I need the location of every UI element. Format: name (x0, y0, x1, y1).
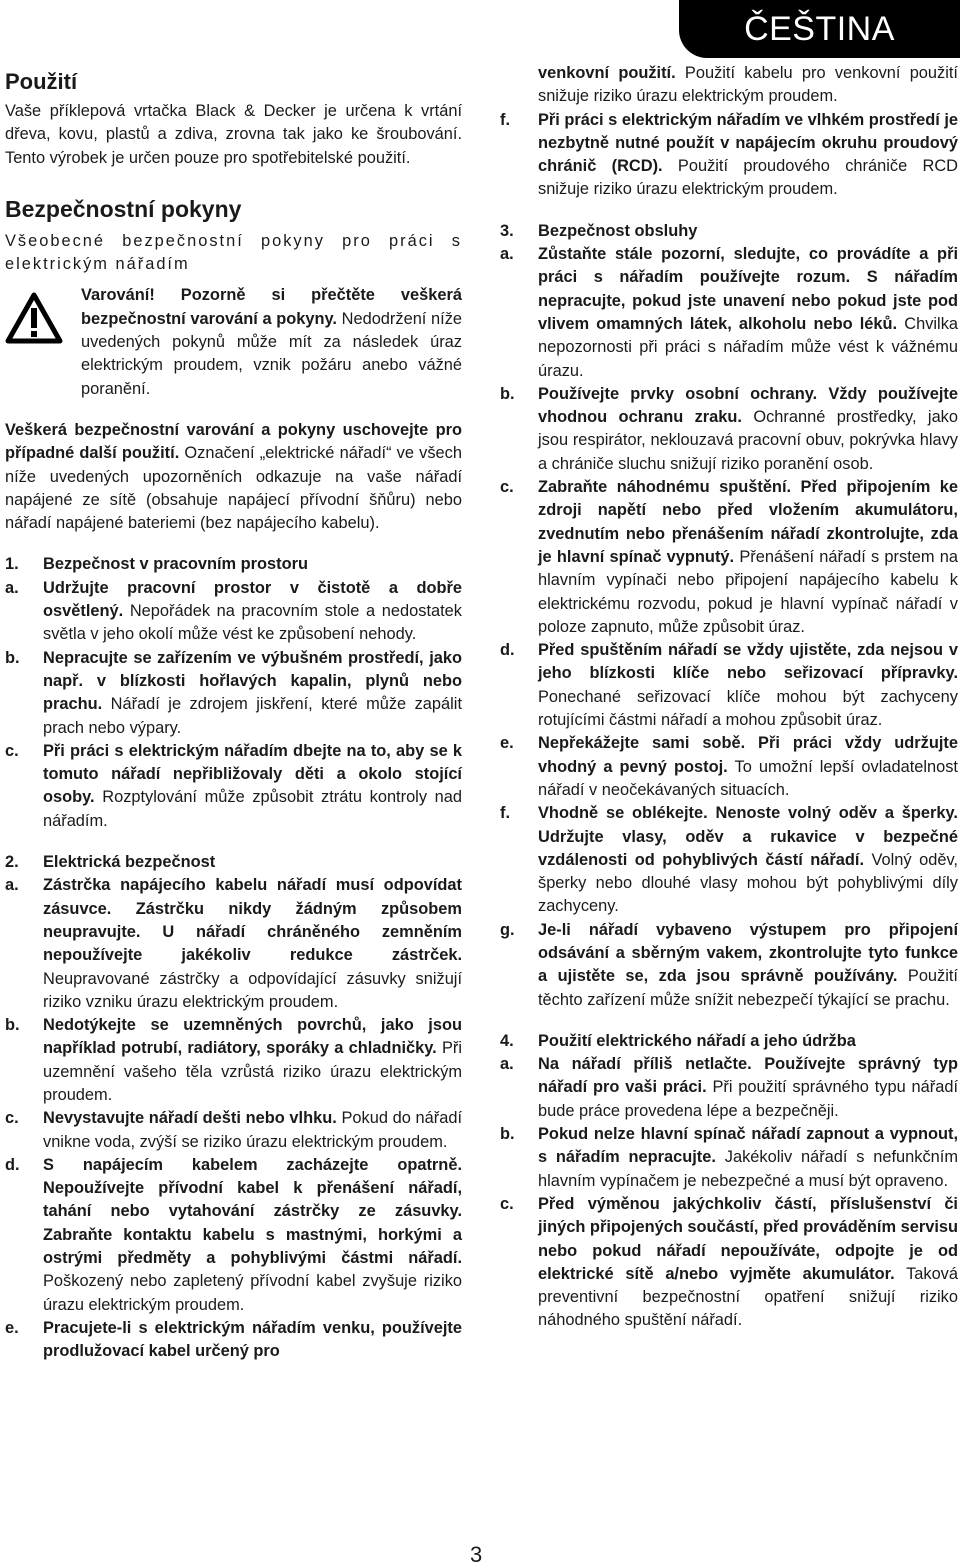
left-column (5, 62, 462, 1364)
keep-normal: Označení „elektrické nářadí“ ve všech níže uvedených upozorněních odkazuje na vaše nářadí napájené ze sítě (obsahuje napájecí přívodní šňůru) nebo nářadí napájené bateriemi (bez napájecího kabelu). (5, 444, 462, 533)
list-item: c. Nevystavujte nářadí dešti nebo vlhku. Pokud do nářadí vnikne voda, zvýší se riziko úrazu elektrickým proudem. (5, 1109, 463, 1151)
list-item: a. Zůstaňte stále pozorní, sledujte, co provádíte a při práci s nářadím používejte rozum. S nářadím nepracujte, pokud jste unavení nebo pokud jste pod vlivem omamných látek, alkoholu nebo léků. Chvilka nepozornosti při práci s nářadím může vést k vážnému úrazu. (500, 245, 958, 380)
keep-bold: Veškerá bezpečnostní varování a pokyny uschovejte pro případné další použití. (5, 420, 462, 463)
list-item: c. Zabraňte náhodnému spuštění. Před připojením ke zdroji napětí nebo před vložením akumulátoru, zvednutím nebo přenášením nářadí zkontrolujte, zda je hlavní spínač vypnutý. Přenášení nářadí s prstem na hlavním vypínači nebo připojení napájecího kabelu k elektrickému rozvodu, pokud je hlavní vypínač nářadí v poloze zapnuto, může způsobit úraz. (500, 478, 958, 636)
page-number: 3 (470, 1542, 483, 1567)
list-item: a. Udržujte pracovní prostor v čistotě a dobře osvětlený. Nepořádek na pracovním stole a nedostatek světla v jeho okolí může vést ke způsobení nehody. (5, 578, 462, 644)
usage-title: Použití (5, 69, 78, 94)
list-item: c. Při práci s elektrickým nářadím dbejte na to, aby se k tomuto nářadí nepřibližovaly děti a okolo stojící osoby. Rozptylování může způsobit ztrátu kontroly nad nářadím. (5, 741, 462, 830)
section-1-list (5, 577, 462, 833)
list-item: g. Je-li nářadí vybaveno výstupem pro připojení odsávání a sběrným vakem, zkontrolujte tyto funkce a ujistěte se, zda jsou správně používány. Použití těchto zařízení může snížit nebezpečí týkající se prachu. (500, 920, 958, 1009)
section-4-heading: 4. Použití elektrického nářadí a jeho údržba (500, 1031, 856, 1050)
list-item: f. Při práci s elektrickým nářadím ve vlhkém prostředí je nezbytně nutné použít v napájecím okruhu proudový chránič (RCD). Použití proudového chrániče RCD snižuje riziko úrazu elektrickým proudem. (500, 110, 959, 199)
warning-bold: Varování! Pozorně si přečtěte veškerá bezpečnostní varování a pokyny. (81, 286, 462, 328)
general-safety-subtitle: Všeobecné bezpečnostní pokyny pro práci s elektrickým nářadím (5, 231, 462, 274)
list-item: b. Nepracujte se zařízením ve výbušném prostředí, jako např. v blízkosti hořlavých kapalin, plynů nebo prachu. Nářadí je zdrojem jiskření, které může zapálit prach nebo výpary. (5, 648, 462, 737)
list-item: d. Před spuštěním nářadí se vždy ujistěte, zda nejsou v jeho blízkosti klíče nebo seřizovací přípravky. Ponechané seřizovací klíče mohou být zachyceny rotujícími částmi nářadí a mohou způsobit úraz. (500, 641, 958, 730)
warning-icon (5, 284, 81, 400)
section-3-heading: 3. Bezpečnost obsluhy (500, 221, 698, 240)
list-item: b. Pokud nelze hlavní spínač nářadí zapnout a vypnout, s nářadím nepracujte. Jakékoliv nářadí s nefunkčním hlavním vypínačem je nebezpečné a musí být opraveno. (500, 1125, 959, 1190)
language-tab: ČEŠTINA (679, 0, 960, 58)
section-4-list (500, 1053, 958, 1333)
right-column (500, 62, 958, 1333)
list-item: b. Nedotýkejte se uzemněných povrchů, jako jsou například potrubí, radiátory, sporáky a chladničky. Při uzemnění vašeho těla vzrůstá riziko úrazu elektrickým proudem. (5, 1016, 462, 1104)
list-item: c. Před výměnou jakýchkoliv částí, příslušenství či jiných připojených součástí, před prováděním servisu nebo pokud nářadí nepoužíváte, odpojte je od elektrické sítě a/nebo vyjměte akumulátor. Taková preventivní bezpečnostní opatření snižují riziko náhodného spuštění nářadí. (500, 1194, 958, 1330)
usage-text: Vaše příklepová vrtačka Black & Decker je určena k vrtání dřeva, kovu, plastů a zdiva, zrovna tak jako ke šroubování. Tento výrobek je určen pouze pro spotřebitelské použití. (5, 102, 462, 167)
list-item-continued: venkovní použití. Použití kabelu pro venkovní použití snižuje riziko úrazu elektrickým proudem. (538, 64, 958, 106)
warning-block (5, 284, 462, 400)
section-3-list (500, 243, 958, 1012)
keep-instructions (5, 419, 462, 535)
section-2-heading: 2. Elektrická bezpečnost (5, 853, 216, 872)
safety-title: Bezpečnostní pokyny (5, 195, 242, 222)
warning-text (81, 284, 462, 400)
list-item: b. Používejte prvky osobní ochrany. Vždy používejte vhodnou ochranu zraku. Ochranné prostředky, jako jsou respirátor, neklouzavá pracovní obuv, pokrývka hlavy a chrániče sluchu snižují riziko poranění osob. (500, 384, 958, 473)
section-1-heading: 1. Bezpečnost v pracovním prostoru (5, 555, 309, 574)
section-2-list (5, 874, 462, 1363)
list-item: e. Pracujete-li s elektrickým nářadím venku, používejte prodlužovací kabel určený pro (5, 1318, 462, 1361)
list-item: f. Vhodně se oblékejte. Nenoste volný oděv a šperky. Udržujte vlasy, oděv a rukavice v bezpečné vzdálenosti od pohyblivých částí nářadí. Volný oděv, šperky nebo dlouhé vlasy mohou být pohyblivými díly zachyceny. (500, 804, 958, 916)
list-item: d. S napájecím kabelem zacházejte opatrně. Nepoužívejte přívodní kabel k přenášení nářadí, tahání nebo vytahování zástrčky ze zásuvky. Zabraňte kontaktu kabelu s mastnými, horkými a ostrými předměty a pohyblivými částmi nářadí. Poškozený nebo zapletený přívodní kabel zvyšuje riziko úrazu elektrickým proudem. (5, 1155, 462, 1314)
warning-normal: Nedodržení níže uvedených pokynů může mít za následek úraz elektrickým proudem, vznik požáru anebo vážné poranění. (81, 309, 463, 398)
list-item: e. Nepřekážejte sami sobě. Při práci vždy udržujte vhodný a pevný postoj. To umožní lepší ovladatelnost nářadí v neočekávaných situacích. (500, 734, 958, 799)
list-item: a. Zástrčka napájecího kabelu nářadí musí odpovídat zásuvce. Zástrčku nikdy žádným způsobem neupravujte. U nářadí chráněného zemněním nepoužívejte jakékoliv redukce zástrček. Neupravované zástrčky a odpovídající zásuvky snižují riziko vzniku úrazu elektrickým proudem. (5, 876, 462, 1011)
list-item: a. Na nářadí příliš netlačte. Používejte správný typ nářadí pro vaši práci. Při použití správného typu nářadí bude práce provedena lépe a bezpečněji. (500, 1055, 958, 1120)
